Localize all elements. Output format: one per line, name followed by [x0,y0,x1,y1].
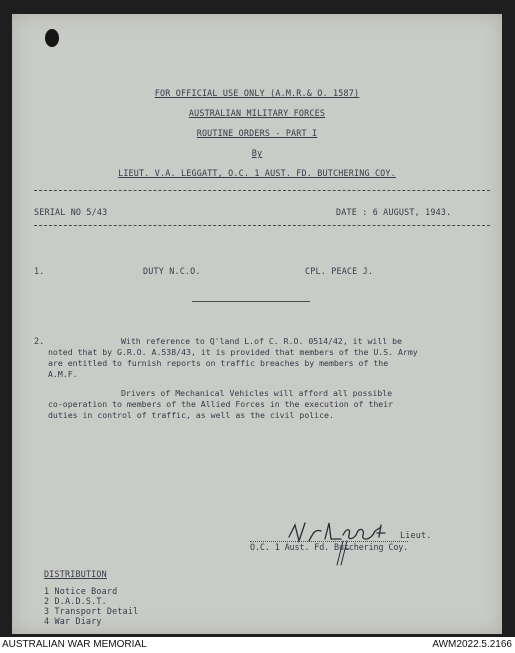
footer-accession-number: AWM2022.5.2166 [432,639,512,650]
signature-unit: O.C. 1 Aust. Fd. Butchering Coy. [250,542,409,552]
signature-rank: Lieut. [400,530,432,540]
header-line-orders: ROUTINE ORDERS - PART I [196,128,318,138]
item-2-para2-line3: duties in control of traffic, as well as the civil police. [48,410,334,420]
footer-institution: AUSTRALIAN WAR MEMORIAL [2,639,147,650]
document-page [12,14,502,634]
order-date: DATE : 6 AUGUST, 1943. [336,207,452,217]
header-line-classification: FOR OFFICIAL USE ONLY (A.M.R.& O. 1587) [154,88,360,98]
serial-number: SERIAL NO 5/43 [34,207,108,217]
header-line-forces: AUSTRALIAN MILITARY FORCES [188,108,326,118]
distribution-item: 2 D.A.D.S.T. [44,596,107,606]
item-2-para1-line2: noted that by G.R.O. A.538/43, it is provided that members of the U.S. Army [48,347,418,357]
item-separator [192,301,310,302]
header-line-by: By [251,148,263,158]
distribution-heading: DISTRIBUTION [44,569,107,579]
distribution-item: 4 War Diary [44,616,102,626]
item-2-para1-line1: With reference to Q'land L.of C. R.O. 0514/42, it will be [121,336,402,346]
distribution-item: 3 Transport Detail [44,606,139,616]
distribution-item: 1 Notice Board [44,586,118,596]
item-1-title: DUTY N.C.O. [143,266,201,276]
item-1-name: CPL. PEACE J. [305,266,374,276]
item-2-para1-line3: are entitled to furnish reports on traffic breaches by members of the [48,358,389,368]
item-2-number: 2. [34,336,45,346]
item-1-number: 1. [34,266,45,276]
rule-bottom [34,225,490,226]
punch-hole [45,29,59,47]
item-2-para2-line1: Drivers of Mechanical Vehicles will afford all possible [121,388,393,398]
item-2-para2-line2: co-operation to members of the Allied Forces in the execution of their [48,399,394,409]
archive-footer [0,637,515,653]
rule-top [34,190,490,191]
header-line-officer: LIEUT. V.A. LEGGATT, O.C. 1 AUST. FD. BUTCHERING COY. [118,168,396,178]
item-2-para1-line4: A.M.F. [48,369,78,379]
